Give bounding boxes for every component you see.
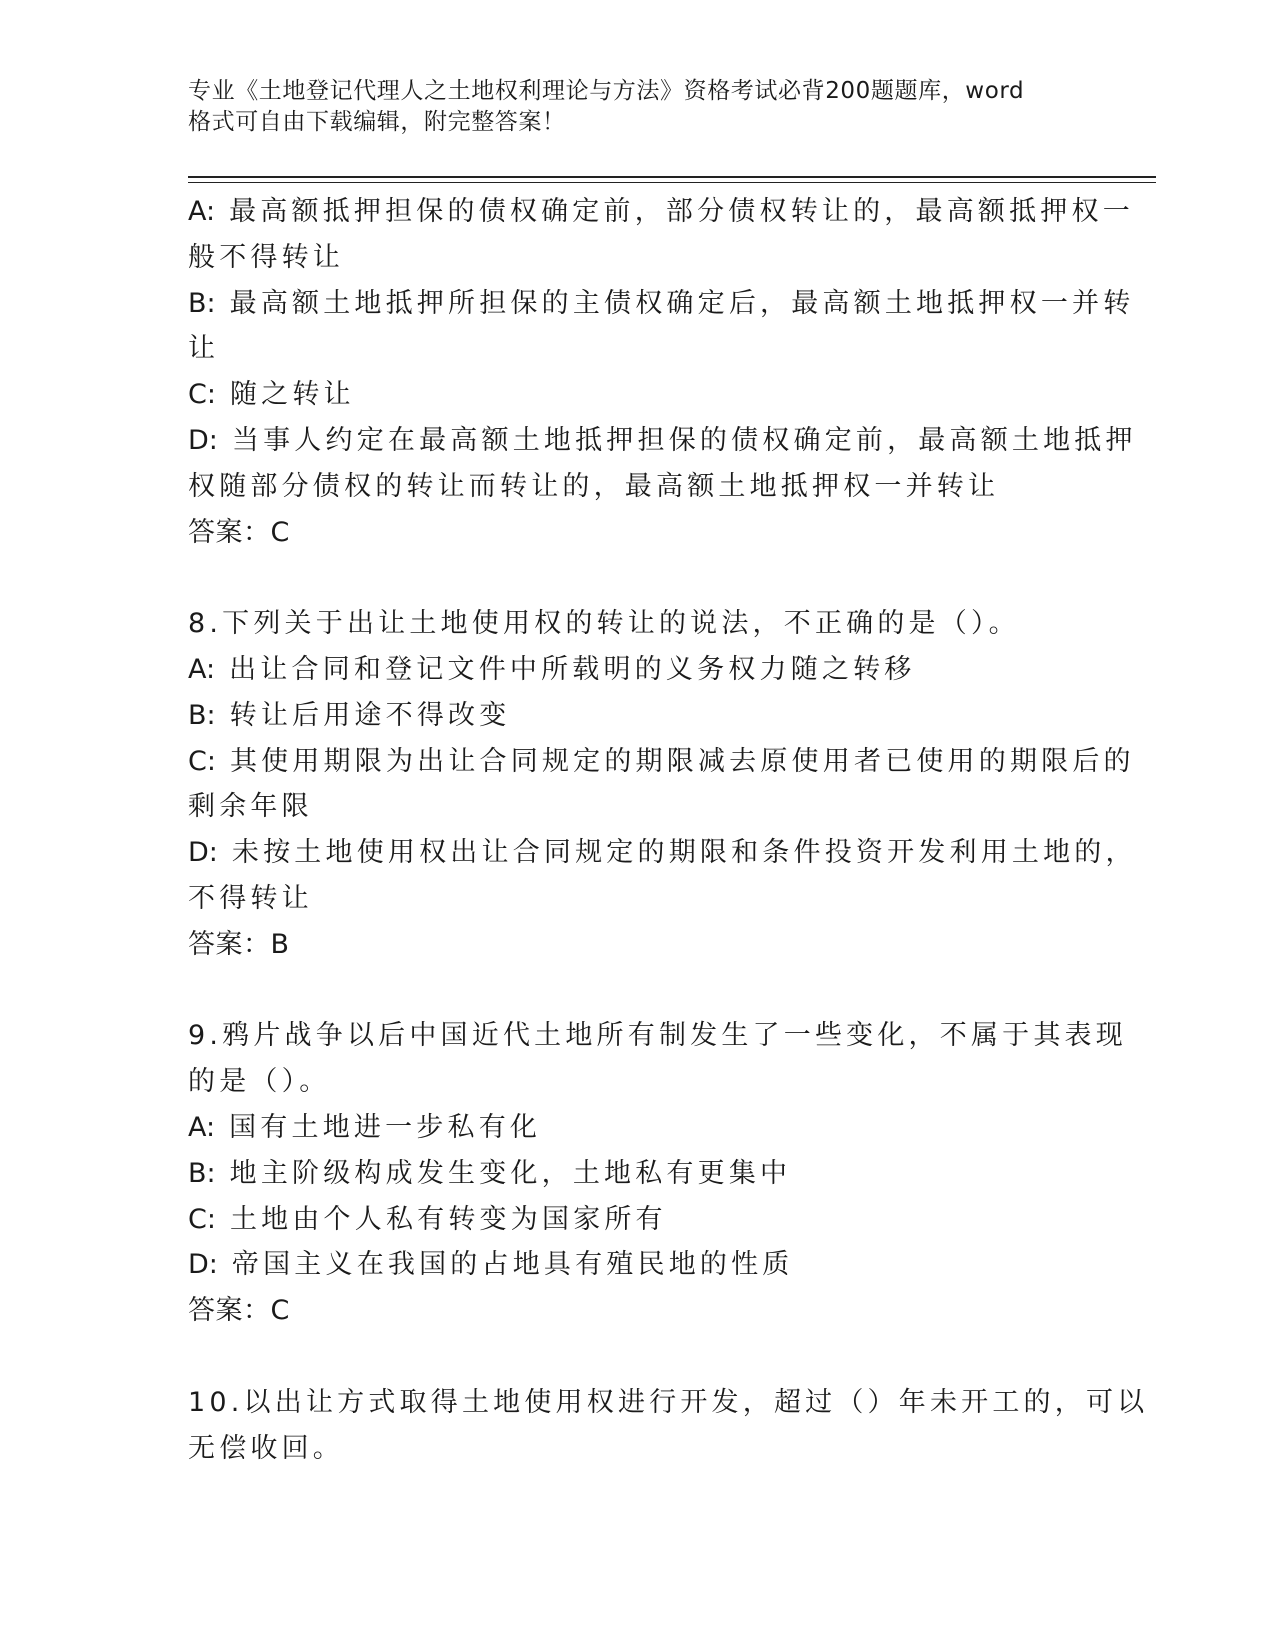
option-text: 般不得转让 [188, 241, 344, 273]
question-stem: 无偿收回。 [188, 1432, 344, 1464]
option-text: 地主阶级构成发生变化，土地私有更集中 [229, 1157, 792, 1189]
option-d: D: 当事人约定在最高额土地抵押担保的债权确定前，最高额土地抵押 权随部分债权的转让而转让的，最高额土地抵押权一并转让 [188, 418, 1088, 510]
option-a: A: 出让合同和登记文件中所载明的义务权力随之转移 [188, 653, 916, 685]
option-text: 剩余年限 [188, 791, 313, 823]
option-text: 土地由个人私有转变为国家所有 [229, 1203, 667, 1235]
option-text: 最高额抵押担保的债权确定前，部分债权转让的，最高额抵押权一 [229, 196, 1134, 227]
option-text: 最高额土地抵押所担保的主债权确定后，最高额土地抵押权一并转 [229, 287, 1135, 319]
answer: 答案：B [188, 928, 290, 960]
question-7 [188, 189, 1137, 555]
question-content [188, 189, 1149, 1471]
option-d: D: 未按土地使用权出让合同规定的期限和条件投资开发利用土地的， 不得转让 [188, 830, 1088, 922]
option-text: 不得转让 [188, 882, 313, 914]
option-c: C: 随之转让 [188, 379, 355, 411]
option-text: 转让后用途不得改变 [229, 699, 511, 731]
option-c: C: 土地由个人私有转变为国家所有 [188, 1203, 667, 1235]
question-stem: 8.下列关于出让土地使用权的转让的说法，不正确的是（）。 [188, 608, 1020, 640]
question-stem: 10.以出让方式取得土地使用权进行开发，超过（）年未开工的，可以 [188, 1386, 1149, 1418]
option-text: 国有土地进一步私有化 [229, 1111, 542, 1143]
option-text: 其使用期限为出让合同规定的期限减去原使用者已使用的期限后的 [229, 745, 1135, 777]
option-text: 让 [188, 333, 220, 365]
option-d: D: 帝国主义在我国的占地具有殖民地的性质 [188, 1249, 794, 1281]
spacer [188, 1334, 1088, 1380]
option-b: B: 最高额土地抵押所担保的主债权确定后，最高额土地抵押权一并转 让 [188, 281, 1088, 373]
answer: 答案：C [188, 1295, 290, 1327]
question-10 [188, 1380, 1149, 1472]
option-text: 随之转让 [229, 379, 355, 411]
option-b: B: 转让后用途不得改变 [188, 699, 511, 731]
option-text: 当事人约定在最高额土地抵押担保的债权确定前，最高额土地抵押 [231, 424, 1137, 456]
option-a: A: 国有土地进一步私有化 [188, 1111, 542, 1143]
spacer [188, 968, 1088, 1014]
option-c: C: 其使用期限为出让合同规定的期限减去原使用者已使用的期限后的 剩余年限 [188, 739, 1088, 831]
option-text: 未按土地使用权出让合同规定的期限和条件投资开发利用土地的， [231, 837, 1137, 869]
answer: 答案：C [188, 516, 290, 548]
question-9 [188, 1013, 1127, 1334]
header-rule-thick [188, 176, 1156, 178]
question-8 [188, 601, 1137, 967]
option-text: 权随部分债权的转让而转让的，最高额土地抵押权一并转让 [188, 470, 1000, 502]
header-line-1: 专业《土地登记代理人之土地权利理论与方法》资格考试必背200题题库，word [188, 78, 1025, 104]
question-stem: 9.鸦片战争以后中国近代土地所有制发生了一些变化，不属于其表现 [188, 1020, 1127, 1052]
option-a: A: 最高额抵押担保的债权确定前，部分债权转让的，最高额抵押权一 般不得转让 [188, 189, 1088, 281]
document-header [188, 76, 1068, 138]
header-line-2: 格式可自由下载编辑，附完整答案！ [188, 109, 566, 135]
question-stem: 的是（）。 [188, 1066, 331, 1098]
spacer [188, 555, 1088, 601]
option-text: 出让合同和登记文件中所载明的义务权力随之转移 [229, 653, 916, 685]
option-b: B: 地主阶级构成发生变化，土地私有更集中 [188, 1157, 792, 1189]
header-rule-thin [188, 182, 1156, 183]
option-text: 帝国主义在我国的占地具有殖民地的性质 [231, 1249, 794, 1281]
